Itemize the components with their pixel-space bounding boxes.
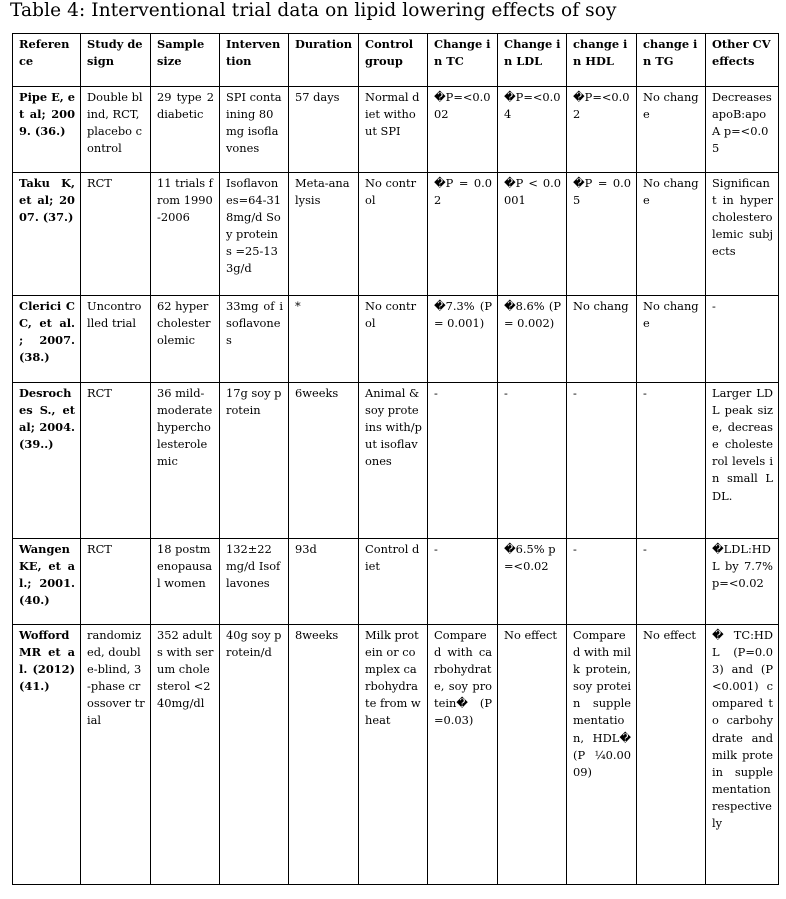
cell-tc: �P = 0.02 <box>428 173 498 296</box>
cell-intervention: 132±22 mg/d Isoflavones <box>220 539 289 625</box>
cell-intervention: Isoflavones=64-318mg/d Soy proteins =25-133g/d <box>220 173 289 296</box>
table-row <box>13 296 779 383</box>
table-row <box>13 625 779 885</box>
cell-sample: 18 postmenopausal women <box>151 539 220 625</box>
cell-ldl: No effect <box>498 625 567 885</box>
cell-control: Animal & soy proteins with/put isoflavones <box>359 383 428 539</box>
cell-ldl: �8.6% (P = 0.002) <box>498 296 567 383</box>
cell-control: No control <box>359 296 428 383</box>
header-control-group: Control group <box>359 34 428 87</box>
cell-other: Decreases apoB:apoA p=<0.05 <box>706 87 779 173</box>
cell-design: randomized, double-blind, 3-phase crossover trial <box>81 625 151 885</box>
cell-hdl: - <box>567 539 637 625</box>
cell-sample: 36 mild-moderate hypercholesterolemic <box>151 383 220 539</box>
cell-control: No control <box>359 173 428 296</box>
cell-tc: �7.3% (P = 0.001) <box>428 296 498 383</box>
cell-intervention: 17g soy protein <box>220 383 289 539</box>
header-sample-size: Sample size <box>151 34 220 87</box>
cell-hdl: - <box>567 383 637 539</box>
cell-hdl: �P=<0.02 <box>567 87 637 173</box>
cell-ldl: �6.5% p=<0.02 <box>498 539 567 625</box>
cell-control: Normal diet without SPI <box>359 87 428 173</box>
cell-ldl: �P < 0.0001 <box>498 173 567 296</box>
cell-tc: - <box>428 383 498 539</box>
cell-other: �LDL:HDL by 7.7% p=<0.02 <box>706 539 779 625</box>
cell-tg: No change <box>637 173 706 296</box>
cell-sample: 352 adults with serum cholesterol <240mg/dl <box>151 625 220 885</box>
cell-other: � TC:HDL (P=0.03) and (P <0.001) compared to carbohydrate and milk protein supplementation respectively <box>706 625 779 885</box>
header-change-hdl: change in HDL <box>567 34 637 87</box>
cell-design: Double blind, RCT, placebo control <box>81 87 151 173</box>
cell-intervention: 40g soy protein/d <box>220 625 289 885</box>
cell-design: Uncontrolled trial <box>81 296 151 383</box>
header-row <box>13 34 779 87</box>
header-reference: Reference <box>13 34 81 87</box>
cell-tc: - <box>428 539 498 625</box>
cell-reference: Desroches S., et al; 2004. (39..) <box>13 383 81 539</box>
cell-ldl: �P=<0.04 <box>498 87 567 173</box>
cell-ldl: - <box>498 383 567 539</box>
cell-hdl: No chang <box>567 296 637 383</box>
cell-tc: �P=<0.002 <box>428 87 498 173</box>
cell-tc: Compared with carbohydrate, soy protein� (P=0.03) <box>428 625 498 885</box>
table-row <box>13 173 779 296</box>
cell-intervention: 33mg of isoflavones <box>220 296 289 383</box>
table-row <box>13 87 779 173</box>
cell-duration: Meta-analysis <box>289 173 359 296</box>
cell-sample: 11 trials from 1990-2006 <box>151 173 220 296</box>
cell-hdl: �P = 0.05 <box>567 173 637 296</box>
cell-design: RCT <box>81 173 151 296</box>
cell-control: Milk protein or complex carbohydrate from wheat <box>359 625 428 885</box>
cell-design: RCT <box>81 539 151 625</box>
cell-tg: No change <box>637 87 706 173</box>
cell-sample: 29 type 2 diabetic <box>151 87 220 173</box>
cell-reference: Pipe E, et al; 2009. (36.) <box>13 87 81 173</box>
cell-duration: 8weeks <box>289 625 359 885</box>
cell-tg: - <box>637 383 706 539</box>
cell-duration: * <box>289 296 359 383</box>
cell-tg: No effect <box>637 625 706 885</box>
cell-reference: Wangen KE, et al.; 2001. (40.) <box>13 539 81 625</box>
header-change-ldl: Change in LDL <box>498 34 567 87</box>
cell-other: - <box>706 296 779 383</box>
cell-reference: Taku K, et al; 2007. (37.) <box>13 173 81 296</box>
table-row <box>13 539 779 625</box>
cell-tg: No change <box>637 296 706 383</box>
lipid-trials-table <box>12 33 779 885</box>
cell-duration: 57 days <box>289 87 359 173</box>
cell-other: Larger LDL peak size, decrease cholesterol levels in small LDL. <box>706 383 779 539</box>
cell-reference: Clerici CC, et al. ; 2007. (38.) <box>13 296 81 383</box>
header-duration: Duration <box>289 34 359 87</box>
cell-sample: 62 hypercholesterolemic <box>151 296 220 383</box>
header-study-design: Study design <box>81 34 151 87</box>
cell-intervention: SPI containing 80mg isoflavones <box>220 87 289 173</box>
header-change-tg: change in TG <box>637 34 706 87</box>
cell-design: RCT <box>81 383 151 539</box>
cell-duration: 93d <box>289 539 359 625</box>
table-caption: Table 4: Interventional trial data on lipid lowering effects of soy <box>10 0 617 21</box>
header-other-cv: Other CV effects <box>706 34 779 87</box>
header-change-tc: Change in TC <box>428 34 498 87</box>
table-row <box>13 383 779 539</box>
header-intervention: Intervention <box>220 34 289 87</box>
cell-other: Significant in hypercholesterolemic subjects <box>706 173 779 296</box>
cell-reference: Wofford MR et al. (2012) (41.) <box>13 625 81 885</box>
cell-tg: - <box>637 539 706 625</box>
cell-hdl: Compared with milk protein, soy protein supplementation, HDL� (P ¼0.0009) <box>567 625 637 885</box>
cell-duration: 6weeks <box>289 383 359 539</box>
cell-control: Control diet <box>359 539 428 625</box>
